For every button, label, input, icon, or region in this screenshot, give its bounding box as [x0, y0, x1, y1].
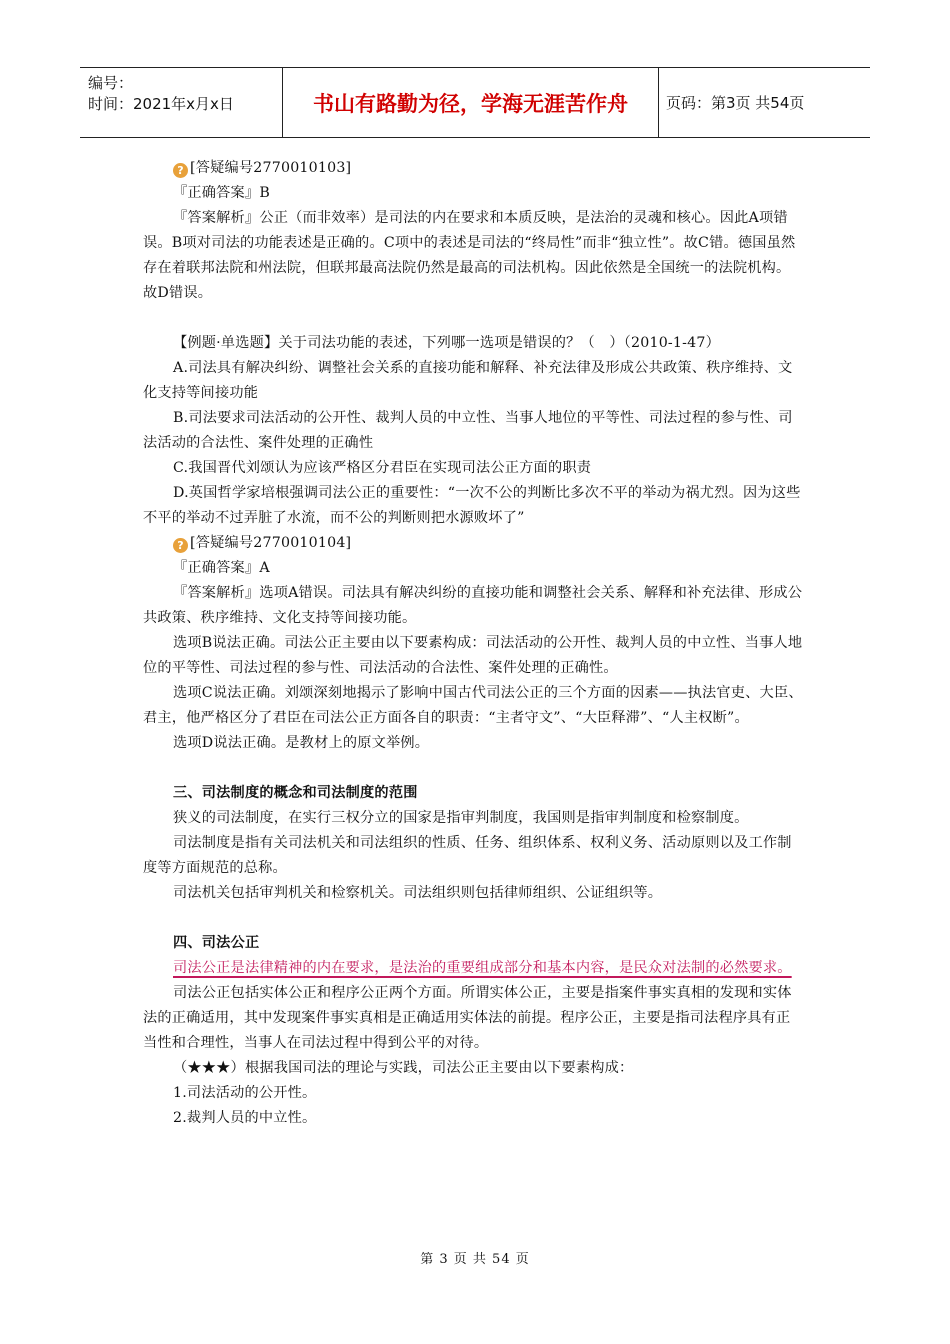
- highlight-paragraph: [143, 956, 803, 981]
- option-d: D.英国哲学家培根强调司法公正的重要性：“一次不公的判断比多次不平的举动为祸尤烈。因为这些不平的举动不过弄脏了水流，而不公的判断则把水源败坏了”: [143, 485, 801, 526]
- qa-id: [答疑编号2770010103]: [190, 160, 352, 176]
- paragraph: 司法公正包括实体公正和程序公正两个方面。所谓实体公正，主要是指案件事实真相的发现和实体法的正确适用，其中发现案件事实真相是正确适用实体法的前提。程序公正，主要是指司法程序具有正当性和合理性，当事人在司法过程中得到公平的对待。: [143, 985, 792, 1051]
- answer-analysis: 『答案解析』公正（而非效率）是司法的内在要求和本质反映，是法治的灵魂和核心。因此A项错误。B项对司法的功能表述是正确的。C项中的表述是司法的“终局性”而非“独立性”。故C错。德国虽然存在着联邦法院和州法院，但联邦最高法院仍然是最高的司法机构。因此依然是全国统一的法院机构。故D错误。: [143, 210, 796, 301]
- paragraph: （★★★）根据我国司法的理论与实践，司法公正主要由以下要素构成：: [173, 1060, 634, 1076]
- qa-id-line: [143, 156, 803, 181]
- option-a: A.司法具有解决纠纷、调整社会关系的直接功能和解释、补充法律及形成公共政策、秩序维持、文化支持等间接功能: [143, 360, 793, 401]
- page-header: [80, 67, 870, 138]
- header-motto: 书山有路勤为径，学海无涯苦作舟: [283, 68, 659, 137]
- answer-analysis: 『答案解析』选项A错误。司法具有解决纠纷的直接功能和调整社会关系、解释和补充法律、形成公共政策、秩序维持、文化支持等间接功能。: [143, 585, 803, 626]
- doc-date: 时间：2021年x月x日: [88, 95, 234, 113]
- option-b: B.司法要求司法活动的公开性、裁判人员的中立性、当事人地位的平等性、司法过程的参与性、司法活动的合法性、案件处理的正确性: [143, 410, 793, 451]
- question-icon: ?: [173, 163, 188, 178]
- doc-number-label: 编号：: [88, 74, 134, 92]
- qa-id-line: [143, 531, 803, 556]
- correct-answer: 『正确答案』A: [173, 560, 270, 576]
- list-item: 1.司法活动的公开性。: [173, 1085, 317, 1101]
- list-item: 2.裁判人员的中立性。: [173, 1110, 317, 1126]
- section-heading: 三、司法制度的概念和司法制度的范围: [173, 785, 418, 801]
- analysis-b: 选项B说法正确。司法公正主要由以下要素构成：司法活动的公开性、裁判人员的中立性、当事人地位的平等性、司法过程的参与性、司法活动的合法性、案件处理的正确性。: [143, 635, 803, 676]
- header-meta: [80, 68, 283, 137]
- paragraph: 狭义的司法制度，在实行三权分立的国家是指审判制度，我国则是指审判制度和检察制度。: [173, 810, 749, 826]
- question-icon: ?: [173, 538, 188, 553]
- analysis-c: 选项C说法正确。刘颂深刻地揭示了影响中国古代司法公正的三个方面的因素——执法官吏、大臣、君主，他严格区分了君臣在司法公正方面各自的职责：“主者守文”、“大臣释滞”、“人主权断”。: [143, 685, 803, 726]
- paragraph: 司法制度是指有关司法机关和司法组织的性质、任务、组织体系、权利义务、活动原则以及工作制度等方面规范的总称。: [143, 835, 792, 876]
- option-c: C.我国晋代刘颂认为应该严格区分君臣在实现司法公正方面的职责: [173, 460, 592, 476]
- paragraph: 司法机关包括审判机关和检察机关。司法组织则包括律师组织、公证组织等。: [173, 885, 663, 901]
- correct-answer: 『正确答案』B: [173, 185, 270, 201]
- highlight-text: 司法公正是法律精神的内在要求，是法治的重要组成部分和基本内容，是民众对法制的必然要求。: [173, 960, 792, 976]
- page-footer: 第 3 页 共 54 页: [420, 1252, 530, 1267]
- section-heading: 四、司法公正: [173, 935, 260, 951]
- header-page-info: 页码：第3页 共54页: [666, 94, 805, 112]
- example-question: 【例题·单选题】关于司法功能的表述，下列哪一选项是错误的？（ ）（2010-1-47）: [173, 335, 720, 351]
- document-body: [143, 156, 803, 1131]
- qa-id: [答疑编号2770010104]: [190, 535, 352, 551]
- analysis-d: 选项D说法正确。是教材上的原文举例。: [173, 735, 430, 751]
